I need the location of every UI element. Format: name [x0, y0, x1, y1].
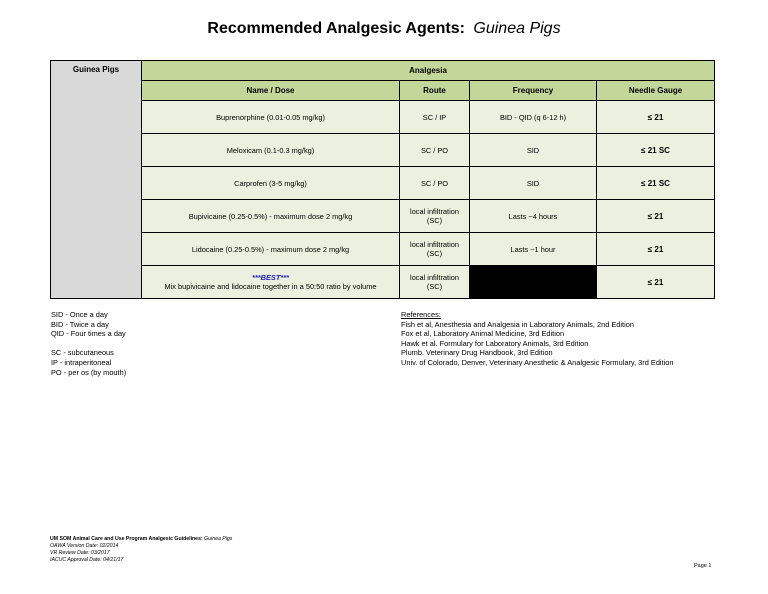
cell-name: Lidocaine (0.25-0.5%) - maximum dose 2 mg/kg	[142, 233, 400, 266]
cell-gauge: ≤ 21	[597, 266, 715, 299]
col-header-route: Route	[400, 81, 470, 101]
col-header-gauge: Needle Gauge	[597, 81, 715, 101]
col-header-name: Name / Dose	[142, 81, 400, 101]
cell-gauge: ≤ 21	[597, 200, 715, 233]
table-row	[51, 101, 715, 134]
cell-name: Carprofen (3-5 mg/kg)	[142, 167, 400, 200]
abbreviation-spacer	[51, 339, 126, 349]
route-line2: (SC)	[426, 249, 443, 258]
table-row	[51, 134, 715, 167]
abbreviation-item: SID - Once a day	[51, 310, 108, 319]
cell-gauge: ≤ 21	[597, 101, 715, 134]
abbreviation-item: QID - Four times a day	[51, 329, 126, 339]
mix-instruction: Mix bupivicaine and lidocaine together in a 50:50 ratio by volume	[164, 282, 377, 291]
table-row	[51, 266, 715, 299]
page-title	[0, 20, 768, 38]
cell-route	[400, 200, 470, 233]
cell-route	[400, 233, 470, 266]
reference-item: Univ. of Colorado, Denver, Veterinary Anesthetic & Analgesic Formulary, 3rd Edition	[401, 357, 674, 367]
cell-route: SC / IP	[400, 101, 470, 134]
cell-name: Bupivicaine (0.25-0.5%) - maximum dose 2 mg/kg	[142, 200, 400, 233]
col-header-frequency: Frequency	[470, 81, 597, 101]
title-subject: Guinea Pigs	[473, 20, 561, 37]
abbreviation-list	[51, 310, 126, 377]
footer-vr-date: VR Review Date: 03/2017	[50, 550, 110, 556]
section-header-analgesia: Analgesia	[142, 61, 715, 81]
document-footer	[50, 536, 232, 564]
cell-name: Meloxicam (0.1-0.3 mg/kg)	[142, 134, 400, 167]
references-heading: References:	[401, 310, 441, 319]
footer-iacuc-date: IACUC Approval Date: 04/21/17	[50, 557, 124, 563]
abbreviation-item: PO - per os (by mouth)	[51, 367, 127, 377]
cell-gauge: ≤ 21 SC	[597, 134, 715, 167]
route-line2: (SC)	[426, 282, 443, 291]
cell-gauge: ≤ 21	[597, 233, 715, 266]
footer-program-line	[50, 536, 232, 543]
cell-frequency: BID - QID (q 6-12 h)	[470, 101, 597, 134]
route-line1: local infiltration	[410, 273, 459, 282]
abbreviation-item: IP - intraperitoneal	[51, 357, 112, 367]
reference-item: Fish et al, Anesthesia and Analgesia in Laboratory Animals, 2nd Edition	[401, 319, 634, 329]
table-row	[51, 233, 715, 266]
reference-item: Fox et al, Laboratory Animal Medicine, 3rd Edition	[401, 329, 565, 339]
cell-frequency: SID	[470, 134, 597, 167]
species-column-label: Guinea Pigs	[51, 61, 142, 299]
footer-program: UM SOM Animal Care and Use Program Analgesic Guidelines:	[50, 536, 203, 542]
route-line2: (SC)	[426, 216, 443, 225]
cell-gauge: ≤ 21 SC	[597, 167, 715, 200]
analgesic-table	[50, 60, 715, 299]
route-line1: local infiltration	[410, 207, 459, 216]
table-row	[51, 200, 715, 233]
cell-frequency: Lasts ~4 hours	[470, 200, 597, 233]
cell-name	[142, 266, 400, 299]
table-row	[51, 167, 715, 200]
cell-route	[400, 266, 470, 299]
cell-frequency-blacked-out	[470, 266, 597, 299]
cell-frequency: SID	[470, 167, 597, 200]
references-list	[401, 310, 674, 368]
best-label: ***BEST***	[252, 273, 289, 282]
title-main: Recommended Analgesic Agents:	[207, 20, 465, 37]
page-number: Page 1	[694, 563, 712, 569]
reference-item: Plumb. Veterinary Drug Handbook, 3rd Edition	[401, 348, 553, 358]
cell-name: Buprenorphine (0.01-0.05 mg/kg)	[142, 101, 400, 134]
abbreviation-item: SC - subcutaneous	[51, 348, 114, 358]
footer-subject: Guinea Pigs	[204, 536, 233, 542]
cell-route: SC / PO	[400, 167, 470, 200]
cell-route: SC / PO	[400, 134, 470, 167]
route-line1: local infiltration	[410, 240, 459, 249]
abbreviation-item: BID - Twice a day	[51, 319, 109, 329]
footer-oawa-date: OAWA Version Date: 02/2014	[50, 543, 119, 549]
cell-frequency: Lasts ~1 hour	[470, 233, 597, 266]
reference-item: Hawk et al. Formulary for Laboratory Animals, 3rd Edition	[401, 338, 589, 348]
